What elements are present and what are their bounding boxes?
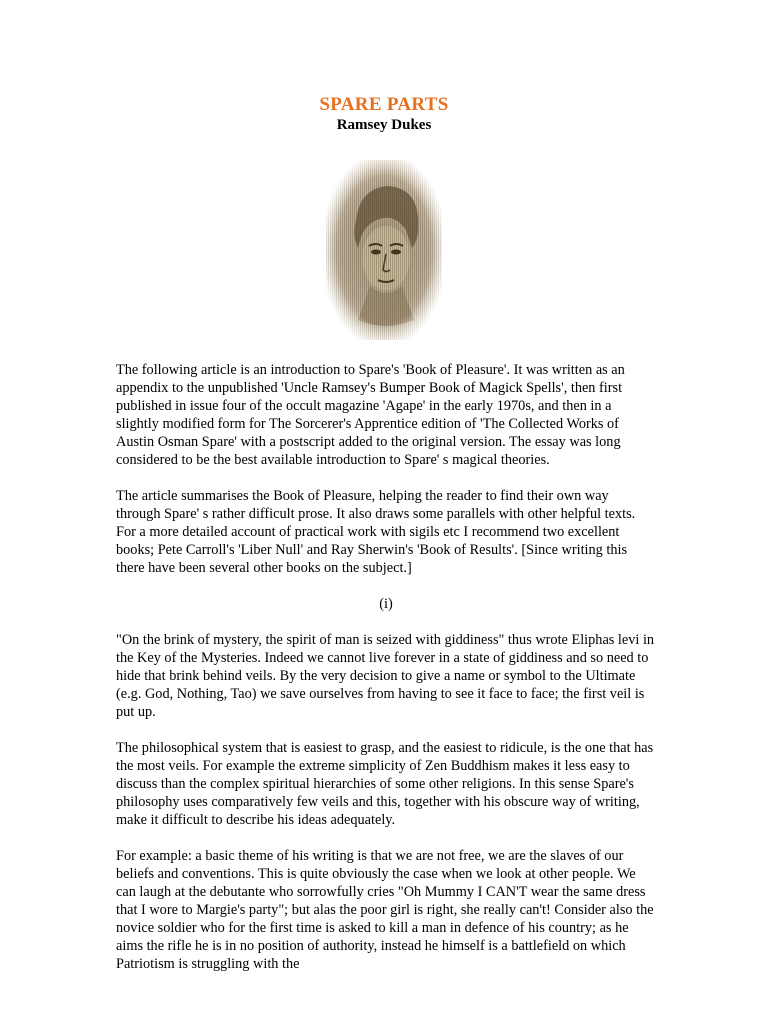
portrait-illustration bbox=[326, 160, 442, 340]
document-author: Ramsey Dukes bbox=[336, 117, 432, 133]
paragraph-mystery: "On the brink of mystery, the spirit of man is seized with giddiness" thus wrote Eliphas levi in the Key of the Mysteries. Indeed we cannot live forever in a state of giddiness and so need to hide that brink behind veils. By the very decision to give a name or symbol to the Ultimate (e.g. God, Nothing, Tao) we save ourselves from having to see it face to face; the first veil is put up. bbox=[116, 632, 655, 720]
section-marker: (i) bbox=[379, 596, 393, 612]
document-title: SPARE PARTS bbox=[319, 94, 449, 115]
paragraph-philosophy: The philosophical system that is easiest to grasp, and the easiest to ridicule, is the one that has the most veils. For example the extreme simplicity of Zen Buddhism makes it less easy to discuss than the complex spiritual hierarchies of some other religions. In this sense Spare's philosophy uses comparatively few veils and this, together with his obscure way of writing, make it difficult to describe his ideas adequately. bbox=[116, 740, 654, 828]
paragraph-summary: The article summarises the Book of Pleasure, helping the reader to find their own way through Spare' s rather difficult prose. It also draws some parallels with other helpful texts. For a more detailed account of practical work with sigils etc I recommend two excellent books; Pete Carroll's 'Liber Null' and Ray Sherwin's 'Book of Results'. [Since writing this there have been several other books on the subject.] bbox=[116, 488, 636, 576]
paragraph-intro: The following article is an introduction to Spare's 'Book of Pleasure'. It was written as an appendix to the unpublished 'Uncle Ramsey's Bumper Book of Magick Spells', then first published in issue four of the occult magazine 'Agape' in the early 1970s, and then in a slightly modified form for The Sorcerer's Apprentice edition of 'The Collected Works of Austin Osman Spare' with a postscript added to the original version. The essay was long considered to be the best available introduction to Spare' s magical theories. bbox=[116, 362, 625, 468]
paragraph-example: For example: a basic theme of his writing is that we are not free, we are the slaves of our beliefs and conventions. This is quite obviously the case when we look at other people. We can laugh at the debutante who sorrowfully cries "Oh Mummy I CAN'T wear the same dress that I wore to Margie's party"; but alas the poor girl is right, she really can't! Consider also the novice soldier who for the first time is asked to kill a man in defence of his country; as he aims the rifle he is in no position of authority, instead he himself is a battlefield on which Patriotism is struggling with the bbox=[116, 848, 654, 972]
article-body bbox=[116, 361, 656, 991]
